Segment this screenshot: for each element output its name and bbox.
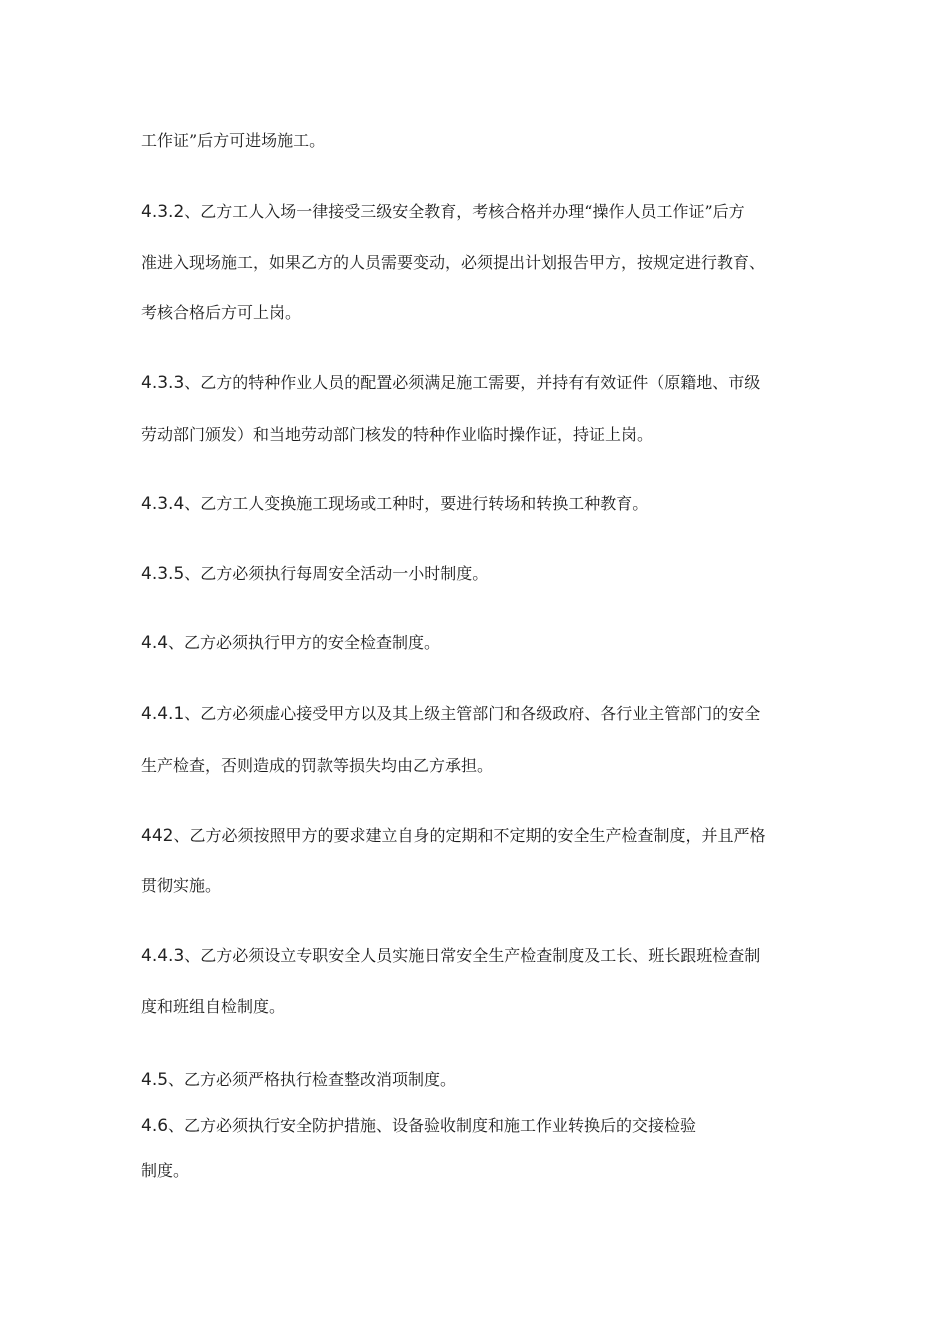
clause-text: 度和班组自检制度。 (141, 997, 286, 1016)
text-line (141, 946, 760, 966)
clause-text: 生产检查，否则造成的罚款等损失均由乙方承担。 (141, 756, 494, 775)
clause-text: 制度。 (141, 1161, 190, 1180)
clause-number: 4.4 (141, 633, 169, 653)
clause-text: 、乙方工人入场一律接受三级安全教育，考核合格并办理“操作人员工作证”后方 (184, 202, 745, 221)
text-line (141, 826, 765, 846)
text-line (141, 373, 760, 393)
clause-text: 、乙方必须虚心接受甲方以及其上级主管部门和各级政府、各行业主管部门的安全 (184, 704, 761, 723)
clause-text: 劳动部门颁发）和当地劳动部门核发的特种作业临时操作证，持证上岗。 (141, 425, 654, 444)
text-line (141, 494, 648, 514)
text-line (141, 202, 745, 222)
text-line (141, 564, 488, 584)
clause-text: 准进入现场施工，如果乙方的人员需要变动，必须提出计划报告甲方，按规定进行教育、 (141, 253, 766, 272)
text-line (141, 1070, 456, 1090)
text-line (141, 876, 221, 896)
text-line (141, 425, 653, 445)
clause-number: 4.3.4 (141, 494, 185, 514)
clause-text: 、乙方必须严格执行检查整改消项制度。 (168, 1070, 457, 1089)
text-line (141, 1116, 696, 1136)
text-line (141, 633, 440, 653)
clause-text: 考核合格后方可上岗。 (141, 303, 302, 322)
clause-text: 工作证”后方可进场施工。 (141, 131, 326, 150)
clause-text: 、乙方工人变换施工现场或工种时，要进行转场和转换工种教育。 (184, 494, 649, 513)
clause-number: 4.4.3 (141, 946, 185, 966)
clause-text: 、乙方必须执行安全防护措施、设备验收制度和施工作业转换后的交接检验 (168, 1116, 697, 1135)
text-line (141, 756, 493, 776)
text-line (141, 253, 765, 273)
clause-number: 4.3.2 (141, 202, 185, 222)
text-line (141, 1161, 189, 1181)
text-line (141, 704, 760, 724)
clause-text: 、乙方必须执行甲方的安全检查制度。 (168, 633, 441, 652)
clause-text: 、乙方必须设立专职安全人员实施日常安全生产检查制度及工长、班长跟班检查制 (184, 946, 761, 965)
clause-text: 、乙方的特种作业人员的配置必须满足施工需要，并持有有效证件（原籍地、市级 (184, 373, 761, 392)
clause-text: 、乙方必须按照甲方的要求建立自身的定期和不定期的安全生产检查制度，并且严格 (173, 826, 766, 845)
clause-text: 贯彻实施。 (141, 876, 222, 895)
clause-number: 4.3.3 (141, 373, 185, 393)
text-line (141, 303, 301, 323)
text-line (141, 997, 285, 1017)
clause-number: 442 (141, 826, 174, 846)
clause-number: 4.3.5 (141, 564, 185, 584)
clause-text: 、乙方必须执行每周安全活动一小时制度。 (184, 564, 489, 583)
clause-number: 4.4.1 (141, 704, 185, 724)
clause-number: 4.5 (141, 1070, 169, 1090)
text-line (141, 131, 325, 151)
clause-number: 4.6 (141, 1116, 169, 1136)
